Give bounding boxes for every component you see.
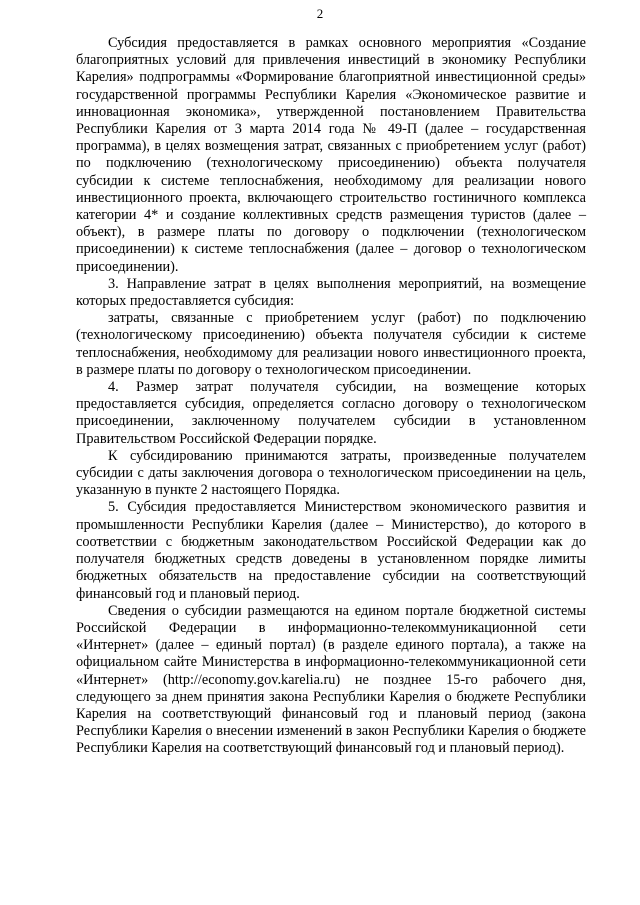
paragraph-portal-info: Сведения о субсидии размещаются на едином портале бюджетной системы Российской Федерации в информационно-телекоммуникационной сети «Интернет» (далее – единый портал) (в разделе единого портала), а также на официальном сайте Министерства в информационно-телекоммуникационной сети «Интернет» (http://economy.gov.karelia.ru) не позднее 15-го рабочего дня, следующего за днем принятия закона Республики Карелия о бюджете Республики Карелия на соответствующий финансовый год и плановый период (закона Республики Карелия о внесении изменений в закон Республики Карелия о бюджете Республики Карелия на соответствующий финансовый год и плановый период). [76,602,586,757]
paragraph-item-4: 4. Размер затрат получателя субсидии, на возмещение которых предоставляется субсидия, определяется согласно договору о технологическом присоединении, заключенному получателем субсидии в установленном Правительством Российской Федерации порядке. [76,379,586,447]
paragraph-costs: затраты, связанные с приобретением услуг (работ) по подключению (технологическому присоединению) объекта получателя субсидии к системе теплоснабжения, необходимому для реализации нового инвестиционного проекта, в размере платы по договору о технологическом присоединении. [76,310,586,378]
paragraph-item-5: 5. Субсидия предоставляется Министерством экономического развития и промышленности Республики Карелия (далее – Министерство), до которого в соответствии с бюджетным законодательством Российской Федерации как до получателя бюджетных средств доведены в установленном порядке лимиты бюджетных обязательств на предоставление субсидии на соответствующий финансовый год и плановый период. [76,499,586,602]
paragraph-subsidy-purpose: Субсидия предоставляется в рамках основного мероприятия «Создание благоприятных условий для привлечения инвестиций в экономику Республики Карелия» подпрограммы «Формирование благоприятной инвестиционной среды» государственной программы Республики Карелия «Экономическое развитие и инновационная экономика», утвержденной постановлением Правительства Республики Карелия от 3 марта 2014 года № 49-П (далее – государственная программа), в целях возмещения затрат, связанных с приобретением услуг (работ) по подключению (технологическому присоединению) объекта получателя субсидии к системе теплоснабжения, необходимому для реализации нового инвестиционного проекта, включающего строительство гостиничного комплекса категории 4* и создание коллективных средств размещения туристов (далее – объект), в размере платы по договору о подключении (технологическом присоединении) к системе теплоснабжения (далее – договор о технологическом присоединении). [76,35,586,275]
document-body [76,35,586,758]
page-number: 2 [316,6,324,21]
paragraph-item-3: 3. Направление затрат в целях выполнения мероприятий, на возмещение которых предоставляется субсидия: [76,275,586,310]
paragraph-subsidized-costs: К субсидированию принимаются затраты, произведенные получателем субсидии с даты заключения договора о технологическом присоединении на цель, указанную в пункте 2 настоящего Порядка. [76,447,586,499]
